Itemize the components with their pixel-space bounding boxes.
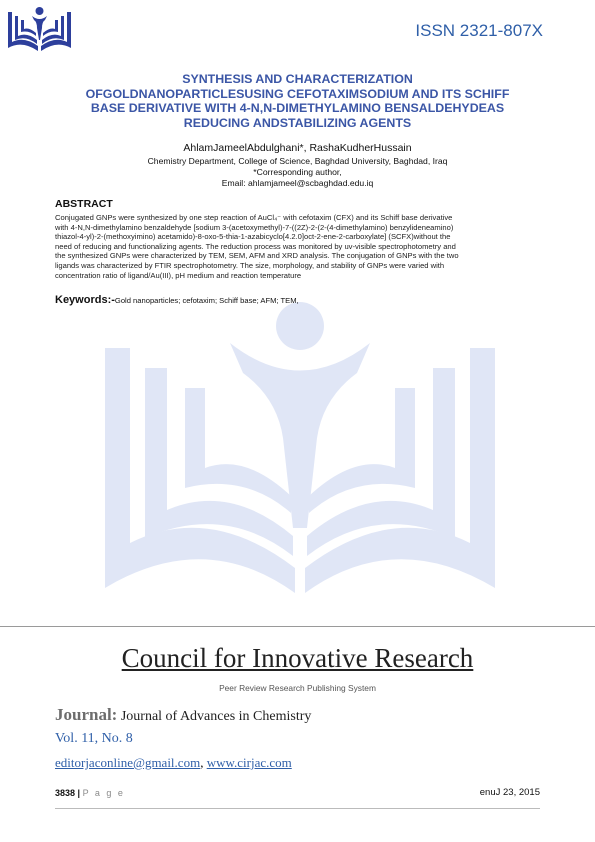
abstract-line: Conjugated GNPs were synthesized by one step reaction of AuCl₄⁻ with cefotaxim (CFX) and its Schiff base derivative	[55, 213, 453, 222]
paper-title	[50, 72, 545, 130]
book-figure-watermark-icon	[95, 288, 505, 598]
link-separator: ,	[200, 755, 207, 770]
keywords-text: Gold nanoparticles; cefotaxim; Schiff base; AFM; TEM,	[114, 296, 299, 305]
website-link[interactable]: www.cirjac.com	[206, 755, 292, 770]
page-separator: |	[75, 788, 83, 798]
publisher-name: Council for Innovative Research	[121, 643, 474, 673]
abstract-heading: ABSTRACT	[55, 198, 113, 210]
email-link[interactable]: editorjaconline@gmail.com	[55, 755, 201, 770]
email-line: Email: ahlamjameel@scbaghdad.edu.iq	[221, 178, 374, 188]
title-line: SYNTHESIS AND CHARACTERIZATION	[182, 72, 413, 86]
corresponding-note: *Corresponding author,	[253, 167, 342, 177]
footer-divider	[55, 808, 540, 809]
title-line: REDUCING ANDSTABILIZING AGENTS	[183, 115, 412, 130]
abstract-line: ligands was characterized by FTIR spectrophotometry. The size, morphology, and stability of GNPs were varied with	[55, 260, 445, 270]
publisher-tagline: Peer Review Research Publishing System	[219, 683, 376, 693]
affiliation: Chemistry Department, College of Science, Baghdad University, Baghdad, Iraq	[147, 156, 448, 166]
journal-label: Journal:	[55, 705, 118, 724]
journal-line	[55, 705, 311, 725]
section-divider	[0, 626, 595, 627]
issn-number: ISSN 2321-807X	[415, 21, 543, 40]
contact-links	[55, 755, 292, 771]
keywords-line	[55, 294, 299, 306]
author-list: AhlamJameelAbdulghani*, RashaKudherHussain	[183, 142, 412, 154]
abstract-line: the synthesized GNPs were characterized by TEM, SEM, AFM and XRD analysis. The conjugation of GNPs with the two	[55, 251, 459, 261]
page-indicator	[55, 788, 125, 798]
abstract-line: with 4-N,N-dimethylamino benzaldehyde [sodium 3-(acetoxymethyl)-7-((2Z)-2-(2-(4-dimethylamino) benzylideneamino)	[55, 222, 454, 232]
book-figure-logo-icon	[2, 2, 77, 57]
volume-info: Vol. 11, No. 8	[55, 731, 133, 746]
title-line: BASE DERIVATIVE WITH 4-N,N-DIMETHYLAMINO BENSALDEHYDEAS	[90, 101, 505, 116]
title-line: OFGOLDNANOPARTICLESUSING CEFOTAXIMSODIUM AND ITS SCHIFF	[85, 86, 510, 101]
abstract-line: thiazol-4-yl)-2-(methoxyimino) acetamido)-8-oxo-5-thia-1-azabicyclo[4.2.0]oct-2-ene-2-carboxylate] (SCFX)without the	[55, 232, 451, 242]
affiliation-block	[0, 156, 595, 189]
abstract-line: concentration ratio of ligand/Au(III), pH medium and reaction temperature	[55, 270, 302, 280]
page-number: 3838	[55, 788, 76, 798]
publication-date: enuJ 23, 2015	[479, 787, 540, 798]
page-word: P a g e	[82, 788, 125, 798]
keywords-label: Keywords:-	[55, 294, 115, 306]
abstract-body	[55, 213, 540, 280]
journal-name: Journal of Advances in Chemistry	[117, 709, 312, 724]
abstract-line: need of reducing and functionalizing agents. The reduction process was monitored by uv-visible spectrophotometry and	[55, 241, 456, 251]
